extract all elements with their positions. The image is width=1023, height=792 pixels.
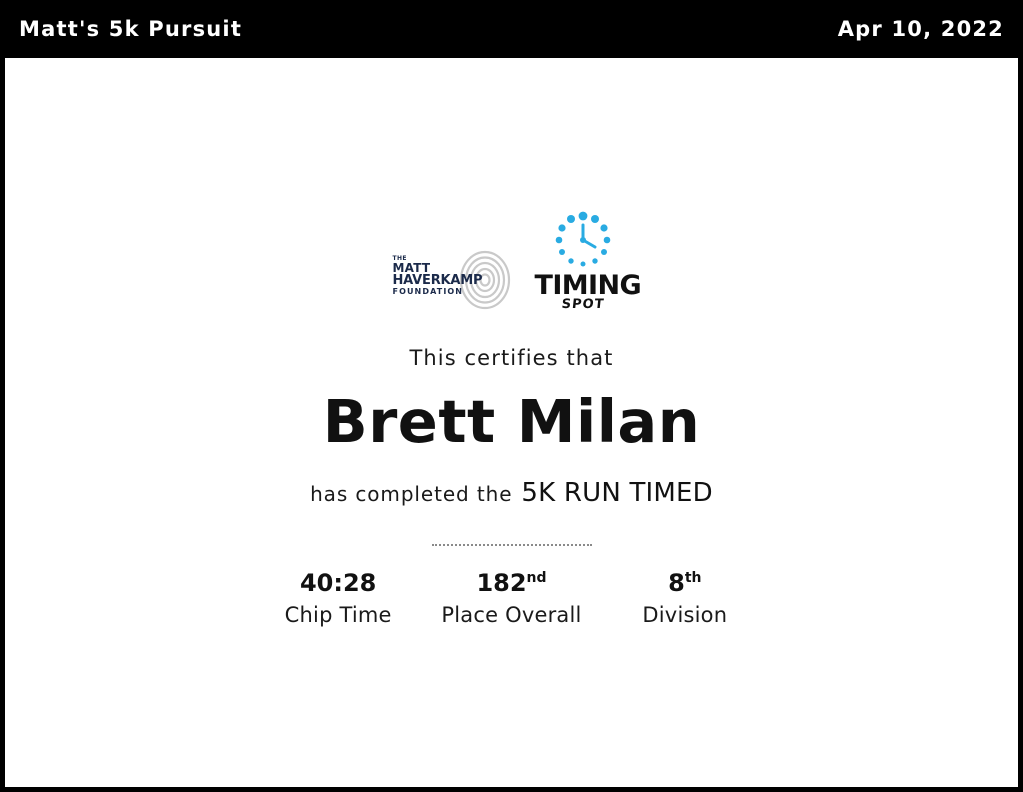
completed-line (310, 478, 713, 508)
stat-value-suffix: nd (526, 570, 547, 586)
matt-haverkamp-foundation-logo (393, 250, 513, 316)
foundation-line-the: THE (392, 255, 407, 262)
timing-spot-wordmark-spot: SPOT (560, 297, 605, 313)
stat-chip-time (252, 570, 425, 627)
foundation-line-foundation: FOUNDATION (392, 286, 464, 296)
result-stats (252, 570, 772, 627)
stat-division (598, 570, 771, 627)
foundation-line-haverkamp: HAVERKAMP (392, 273, 483, 289)
stat-value (252, 570, 425, 598)
completed-event-name: 5K RUN TIMED (521, 478, 713, 508)
completed-prefix: has completed the (310, 482, 513, 506)
foundation-line-matt: MATT (392, 261, 431, 276)
stat-label: Place Overall (441, 602, 582, 627)
stat-value-number: 182 (476, 569, 527, 597)
timing-spot-logo (534, 211, 642, 316)
event-title: Matt's 5k Pursuit (19, 16, 243, 41)
foundation-wordmark (393, 256, 485, 296)
stat-value (425, 570, 598, 598)
clock-dots-icon (550, 211, 616, 273)
stat-label: Chip Time (284, 602, 392, 627)
dotted-divider (432, 544, 592, 546)
stat-value-number: 40:28 (299, 569, 377, 597)
timing-spot-wordmark-timing: TIMING (534, 270, 642, 301)
stat-value-suffix: th (684, 570, 702, 586)
event-date: Apr 10, 2022 (837, 16, 1004, 41)
stat-value-number: 8 (668, 569, 685, 597)
certifies-text: This certifies that (409, 346, 614, 370)
stat-place-overall (425, 570, 598, 627)
logo-row (392, 206, 642, 316)
runner-name: Brett Milan (322, 387, 701, 456)
stat-label: Division (642, 602, 728, 627)
event-header-bar (0, 0, 1023, 57)
certificate-body (5, 58, 1018, 787)
stat-value (598, 570, 771, 598)
